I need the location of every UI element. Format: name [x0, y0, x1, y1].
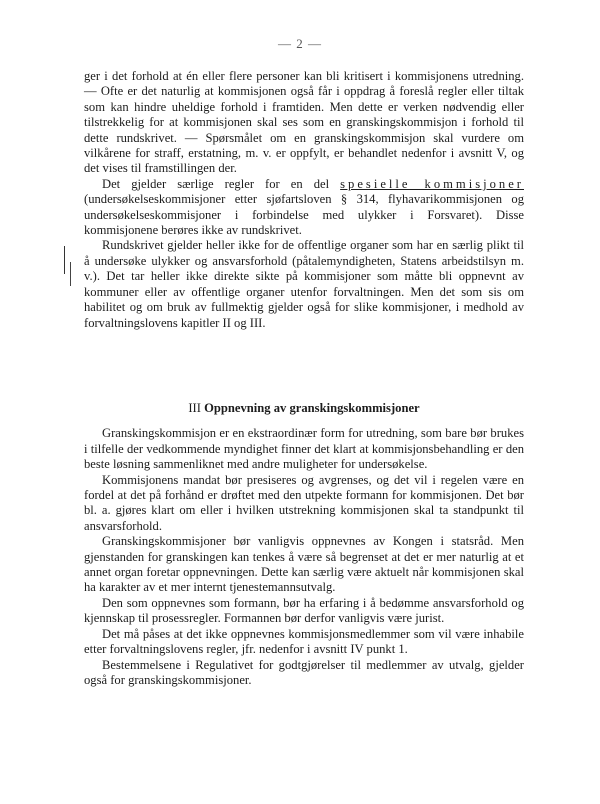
body-text-section	[84, 387, 524, 688]
paragraph: Rundskrivet gjelder heller ikke for de offentlige organer som har en særlig plikt til å undersøke ulykker og ansvarsforhold (påtalemyndigheten, Statens arbeidstilsyn m. v.). Det tar heller ikke direkte sikte på kommisjoner som måtte bli oppnevnt av kommuner eller av offentlige organer utenfor forvaltningen. Men det som sis om habilitet og om bruk av fullmektig gjelder også for slike kommisjoner, i medhold av forvaltningslovens kapitler II og III.	[84, 238, 524, 330]
paragraph: Kommisjonens mandat bør presiseres og avgrenses, og det vil i regelen være en fordel at det på forhånd er drøftet med den utpekte formann for kommisjonen. Det bør bl. a. gjøres klart om eller i hvilken utstrekning kommisjonen skal ta standpunkt til ansvarsforhold.	[84, 472, 524, 533]
special-commissions-paragraph	[84, 177, 524, 239]
paragraph: Det må påses at det ikke oppnevnes kommisjonsmedlemmer som vil være inhabile etter forvaltningslovens regler, jfr. nedenfor i avsnitt IV punkt 1.	[84, 626, 524, 657]
special-intro: Det gjelder særlige regler for en del	[102, 176, 341, 191]
paragraph: Bestemmelsene i Regulativet for godtgjørelser til medlemmer av utvalg, gjelder også for granskingskommisjoner.	[84, 657, 524, 687]
special-term: spesielle kommisjoner	[340, 176, 524, 191]
section-numeral: III	[188, 401, 201, 415]
paragraph: Den som oppnevnes som formann, bør ha erfaring i å bedømme ansvarsforhold og kjennskap til prosessregler. Formannen bør derfor vanligvis være jurist.	[84, 595, 524, 626]
paragraph: ger i det forhold at én eller flere personer kan bli kritisert i kommisjonens utredning. — Ofte er det naturlig at kommisjonen også får i oppdrag å foreslå regler eller tiltak som kan hindre uheldige forhold i framtiden. Men dette er verken nødvendig eller tilstrekkelig for at kommisjonen skal ses som en granskingskommisjon i forhold til dette rundskrivet. — Spørsmålet om en granskingskommisjon skal vurdere om vilkårene for straff, erstatning, m. v. er oppfylt, er behandlet nedenfor i avsnitt V, og det vises til framstillingen der.	[84, 69, 524, 176]
margin-mark-secondary	[70, 262, 75, 286]
margin-mark	[64, 246, 69, 274]
section-heading	[84, 401, 524, 416]
page-number: — 2 —	[278, 36, 322, 51]
body-text-top	[84, 69, 524, 331]
paragraph: Granskingskommisjoner bør vanligvis oppnevnes av Kongen i statsråd. Men gjenstanden for granskingen kan tenkes å være så begrenset at det er mer naturlig at et annet organ foretar oppnevningen. Dette kan særlig være aktuelt når kommisjonen skal ha karakter av et mer internt tjenestemannsutvalg.	[84, 534, 524, 595]
section-title: Oppnevning av granskingskommisjoner	[204, 401, 420, 415]
paragraph: Granskingskommisjon er en ekstraordinær form for utredning, som bare bør brukes i tilfelle der vedkommende myndighet finner det klart at kommisjonsbehandling er den beste løsning sammenliknet med andre muligheter for undersøkelse.	[84, 426, 524, 472]
special-rest: (undersøkelseskommisjoner etter sjøfartsloven § 314, flyhavarikommisjonen og undersøkelseskommisjoner i forbindelse med ulykker i Forsvaret). Disse kommisjonene berøres ikke av rundskrivet.	[84, 192, 524, 238]
